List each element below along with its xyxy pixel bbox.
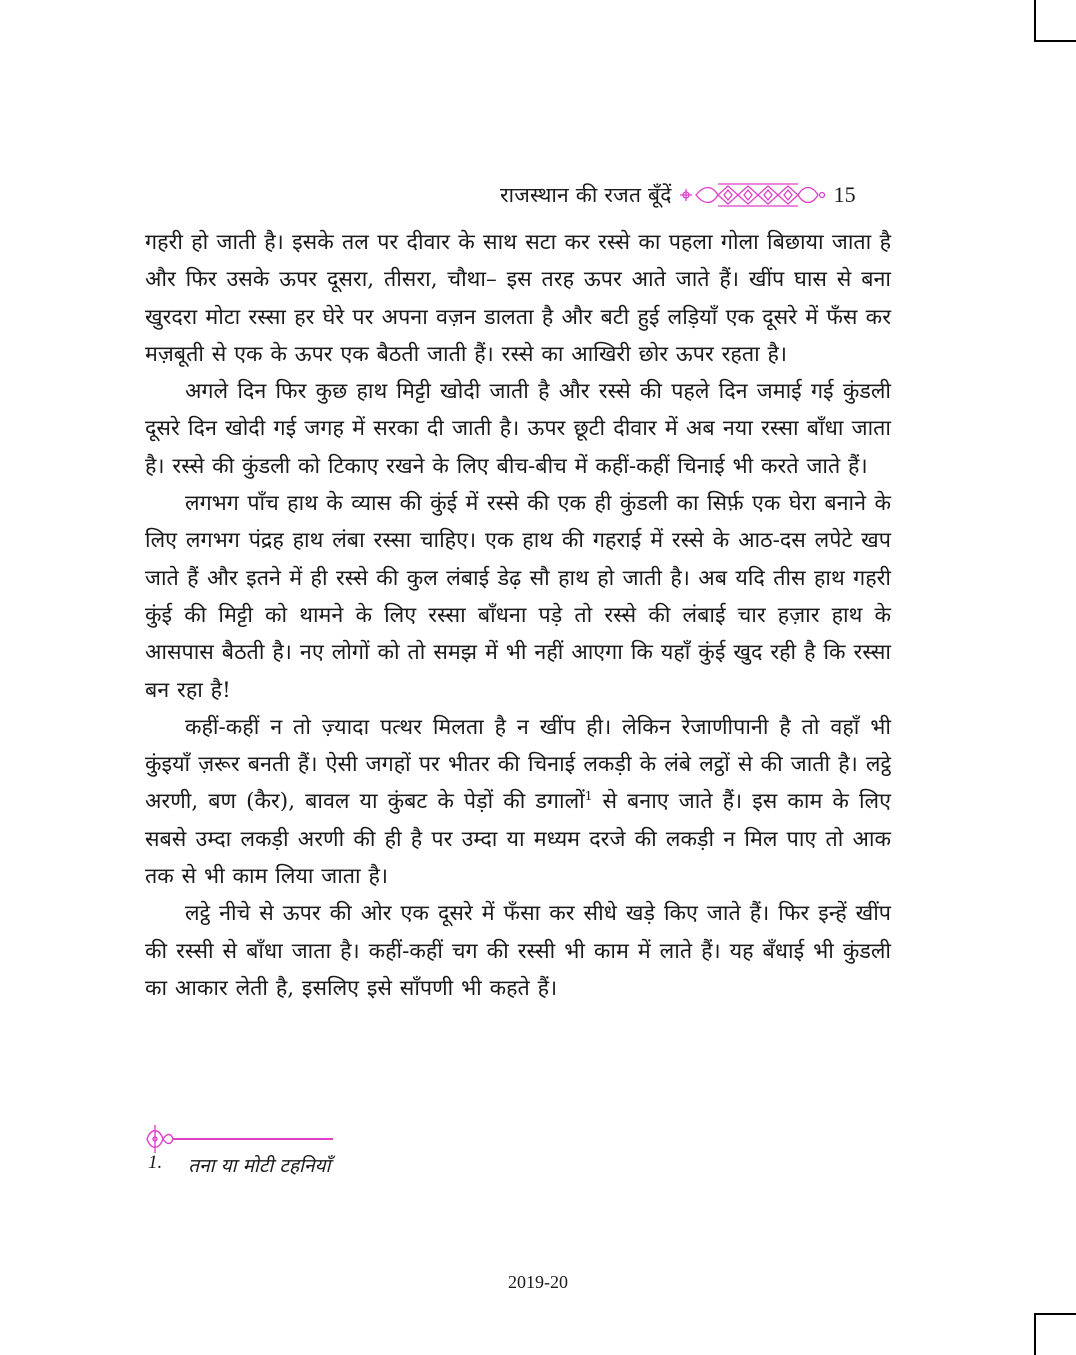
paragraph: लट्ठे नीचे से ऊपर की ओर एक दूसरे में फँसा कर सीधे खड़े किए जाते हैं। फिर इन्हें खींप की रस्सी से बाँधा जाता है। कहीं-कहीं चग की रस्सी भी काम में लाते हैं। यह बँधाई भी कुंडली का आकार लेती है, इसलिए इसे साँपणी भी कहते हैं। <box>145 901 891 1001</box>
paragraph: गहरी हो जाती है। इसके तल पर दीवार के साथ सटा कर रस्से का पहला गोला बिछाया जाता है और फिर उसके ऊपर दूसरा, तीसरा, चौथा– इस तरह ऊपर आते जाते हैं। खींप घास से बना खुरदरा मोटा रस्सा हर घेरे पर अपना वज़न डालता है और बटी हुई लड़ियाँ एक दूसरे में फँस कर मज़बूती से एक के ऊपर एक बैठती जाती हैं। रस्से का आखिरी छोर ऊपर रहता है। <box>145 230 891 367</box>
body-text <box>145 224 891 1007</box>
decorative-ornament-icon <box>678 180 828 210</box>
footnote <box>148 1152 330 1178</box>
running-header <box>500 178 890 212</box>
paragraph-text: कहीं-कहीं न तो ज़्यादा पत्थर मिलता है न खींप ही। लेकिन रेजाणीपानी है तो वहाँ भी कुंइयाँ ज़रूर बनती हैं। ऐसी जगहों पर भीतर की चिनाई लकड़ी के लंबे लट्ठों से की जाती है। लट्ठे अरणी, बण (कैर), बावल या कुंबट के पेड़ों की डगालों <box>145 714 891 815</box>
crop-mark-bottom-right <box>1034 1313 1076 1355</box>
footnote-marker: 1 <box>584 789 593 804</box>
footnote-divider-icon <box>143 1122 335 1156</box>
paragraph: लगभग पाँच हाथ के व्यास की कुंई में रस्से की एक ही कुंडली का सिर्फ़ एक घेरा बनाने के लिए लगभग पंद्रह हाथ लंबा रस्सा चाहिए। एक हाथ की गहराई में रस्से के आठ-दस लपेटे खप जाते हैं और इतने में ही रस्से की कुल लंबाई डेढ़ सौ हाथ हो जाती है। अब यदि तीस हाथ गहरी कुंई की मिट्टी को थामने के लिए रस्सा बाँधना पड़े तो रस्से की लंबाई चार हज़ार हाथ के आसपास बैठती है। नए लोगों को तो समझ में भी नहीं आएगा कि यहाँ कुंई खुद रही है कि रस्सा बन रहा है! <box>145 491 891 703</box>
crop-mark-top-right <box>1034 0 1076 42</box>
page-footer-year: 2019-20 <box>508 1272 568 1292</box>
page-number: 15 <box>833 182 856 207</box>
chapter-title: राजस्थान की रजत बूँदें <box>500 183 672 207</box>
footnote-text: तना या मोटी टहनियाँ <box>188 1155 331 1177</box>
paragraph <box>145 709 891 895</box>
paragraph-text: से बनाए जाते हैं। इस काम के लिए सबसे उम्दा लकड़ी अरणी की ही है पर उम्दा या मध्यम दरजे की लकड़ी न मिल पाए तो आक तक से भी काम लिया जाता है। <box>145 789 891 890</box>
footnote-number: 1. <box>148 1152 163 1173</box>
paragraph: अगले दिन फिर कुछ हाथ मिट्टी खोदी जाती है और रस्से की पहले दिन जमाई गई कुंडली दूसरे दिन खोदी गई जगह में सरका दी जाती है। ऊपर छूटी दीवार में अब नया रस्सा बाँधा जाता है। रस्से की कुंडली को टिकाए रखने के लिए बीच-बीच में कहीं-कहीं चिनाई भी करते जाते हैं। <box>145 379 891 479</box>
